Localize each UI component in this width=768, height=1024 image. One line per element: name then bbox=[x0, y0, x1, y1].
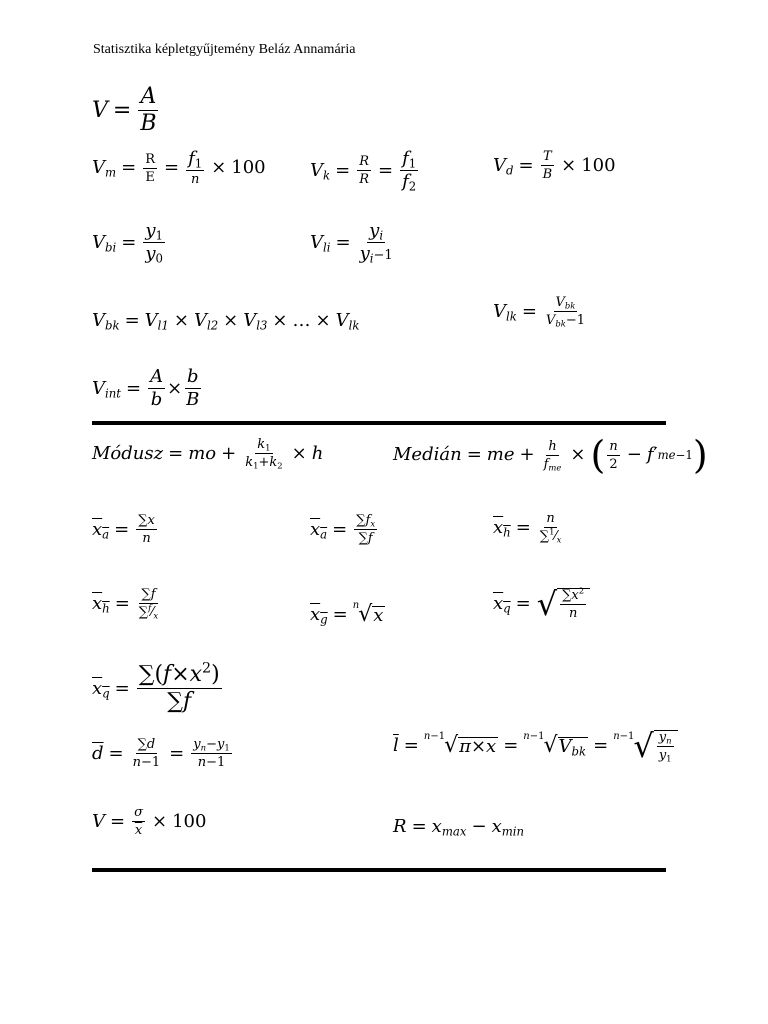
formula-vlk: $V_{lk}$ = $\frac{V_{bk}}{V_{bk}-1}$ bbox=[493, 295, 585, 329]
formula-vbk: $V_{bk}$ = $V_{l1}$ × $V_{l2}$ × $V_{l3}$ × … × $V_{lk}$ bbox=[92, 310, 360, 333]
formula-vm: $V_m$ = $\frac{R}{E}$ = $\frac{f_1}{n}$ × 100 bbox=[92, 148, 266, 187]
formula-range: R = $x_{max}$ − $x_{min}$ bbox=[393, 816, 525, 839]
formula-mean-index: $\overline{l}$ = n−1 √ π×x = n−1 √ $V_{bk}$ = n−1 √ $\frac{y_n}{y_1}$ bbox=[393, 730, 678, 762]
formula-vint: $V_{int}$ = $\frac{A}{b}$ × $\frac{b}{B}$ bbox=[92, 366, 200, 410]
formula-weighted-mean: $x_a$ = $\frac{\sum f_x}{\sum f}$ bbox=[310, 513, 376, 546]
formula-harmonic: $x_h$ = $\frac{n}{\sum^1⁄_x}$ bbox=[493, 511, 562, 545]
formula-vk: $V_k$ = $\frac{R}{R}$ = $\frac{f_1}{f_2}$ bbox=[310, 148, 417, 194]
formula-geometric: $x_g$ = n √ x bbox=[310, 600, 384, 627]
formula-vd: $V_d$ = $\frac{T}{B}$ × 100 bbox=[493, 149, 616, 182]
formula-ratio: V = $\frac{A}{B}$ bbox=[92, 84, 157, 136]
formula-vli: $V_{li}$ = $\frac{y_i}{y_i-1}$ bbox=[310, 220, 393, 266]
divider-1 bbox=[92, 421, 666, 425]
formula-coefficient-variation: V = $\frac{\sigma}{x}$ × 100 bbox=[92, 805, 207, 838]
page-header: Statisztika képletgyűjtemény Beláz Annamária bbox=[93, 42, 356, 57]
formula-weighted-harmonic: $x_h$ = $\frac{\sum f}{\sum^f⁄_x}$ bbox=[92, 587, 159, 621]
formula-median: Medián = me + $\frac{h}{f_{me}}$ × ( $\frac{n}{2}$ − f ′ me−1 ) bbox=[393, 433, 708, 477]
formula-weighted-quadratic: $x_q$ = $\frac{\sum(f\times x^2)}{\sum f}$ bbox=[92, 660, 220, 714]
formula-mean-difference: $\overline{d}$ = $\frac{\sum d}{n-1}$ = $\frac{y_n-y_1}{n-1}$ bbox=[92, 737, 230, 770]
formula-mean-a: $x_a$ = $\frac{\sum x}{n}$ bbox=[92, 513, 155, 546]
formula-quadratic: $x_q$ = √ $\frac{\sum x^2}{n}$ bbox=[493, 588, 590, 620]
formula-vbi: $V_{bi}$ = $\frac{y_1}{y_0}$ bbox=[92, 220, 163, 266]
formula-modusz: Módusz = mo + $\frac{k_1}{k_1+k_2}$ × h bbox=[92, 437, 324, 471]
divider-2 bbox=[92, 868, 666, 872]
